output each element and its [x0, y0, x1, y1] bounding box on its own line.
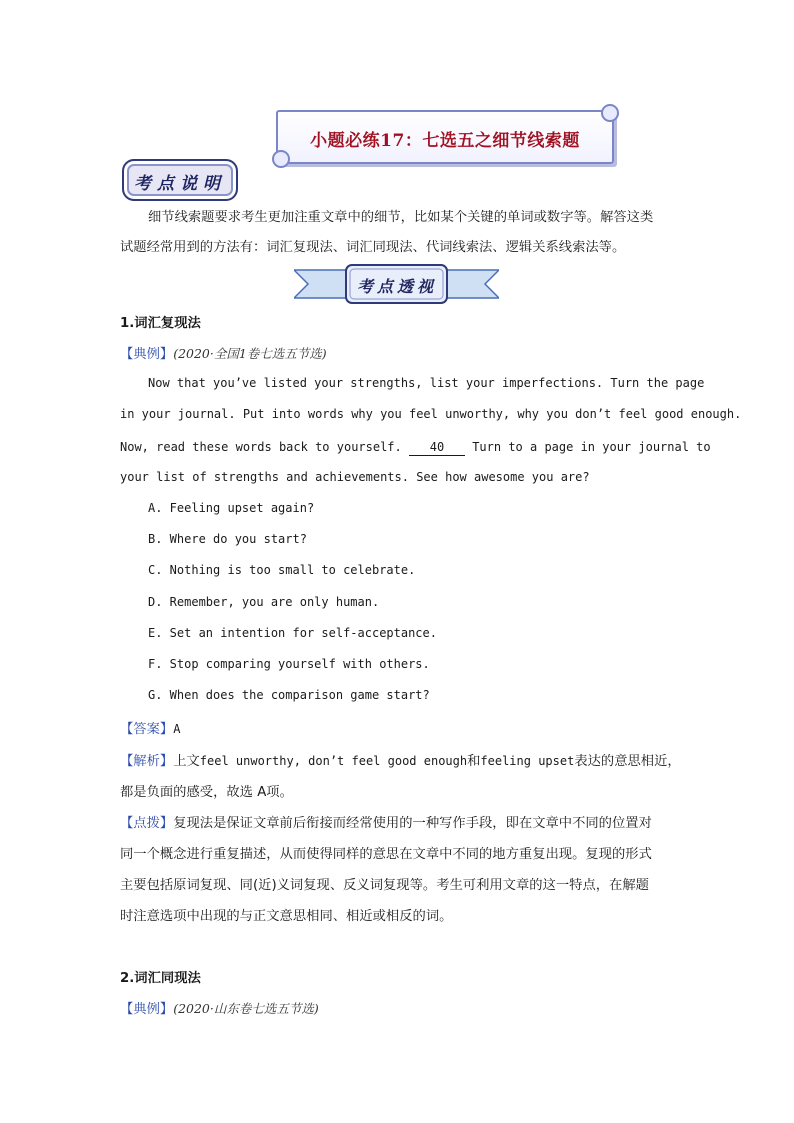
- example-tag: 【典例】: [120, 347, 174, 362]
- analysis-seg-1: 上文: [173, 754, 200, 769]
- scroll-curl-right: [601, 104, 619, 122]
- tip-line-4: 时注意选项中出现的与正文意思相同、相近或相反的词。: [120, 909, 453, 924]
- tip-tag: 【点拨】: [120, 816, 174, 831]
- passage-line-3-post: Turn to a page in your journal to: [464, 440, 711, 454]
- example-2-line: [120, 998, 319, 1017]
- option-g: G. When does the comparison game start?: [148, 688, 430, 702]
- analysis-seg-2: feel unworthy, don’t feel good enough: [199, 754, 468, 768]
- section-badge: [122, 159, 238, 201]
- analysis-tag: 【解析】: [120, 754, 174, 769]
- analysis-line-2: 都是负面的感受，故选 A项。: [120, 785, 293, 800]
- blank-40: 40: [409, 439, 465, 456]
- passage-line-3: [120, 439, 711, 456]
- option-e: E. Set an intention for self-acceptance.: [148, 626, 437, 640]
- badge-label: 考点说明: [134, 174, 226, 194]
- passage-line-4: your list of strengths and achievements. See how awesome you are?: [120, 470, 590, 484]
- example-1-line: [120, 343, 327, 362]
- example-2-source: (2020·山东卷七选五节选): [173, 1001, 319, 1016]
- option-b: B. Where do you start?: [148, 532, 307, 546]
- title-scroll: [276, 110, 614, 164]
- option-a: A. Feeling upset again?: [148, 501, 315, 515]
- tip-line-1: [120, 812, 652, 831]
- passage-line-3-pre: Now, read these words back to yourself.: [120, 440, 409, 454]
- answer-value: A: [173, 722, 181, 736]
- intro-line-2: 试题经常用到的方法有：词汇复现法、词汇同现法、代词线索法、逻辑关系线索法等。: [120, 240, 626, 255]
- example-source: (2020·全国1卷七选五节选): [173, 346, 327, 361]
- option-c: C. Nothing is too small to celebrate.: [148, 563, 416, 577]
- analysis-seg-3: 和: [467, 754, 481, 769]
- tip-line-3: 主要包括原词复现、同(近)义词复现、反义词复现等。考生可利用文章的这一特点，在解题: [120, 878, 649, 893]
- analysis-line-1: [120, 750, 681, 769]
- example-2-tag: 【典例】: [120, 1002, 174, 1017]
- option-d: D. Remember, you are only human.: [148, 595, 380, 609]
- intro-line-1: 细节线索题要求考生更加注重文章中的细节，比如某个关键的单词或数字等。解答这类: [148, 210, 654, 225]
- banner-label: 考点透视: [356, 277, 437, 296]
- passage-line-1: Now that you’ve listed your strengths, list your imperfections. Turn the page: [148, 376, 705, 390]
- scroll-curl-left: [272, 150, 290, 168]
- analysis-seg-5: 表达的意思相近，: [574, 754, 681, 769]
- tip-text-1: 复现法是保证文章前后衔接而经常使用的一种写作手段，即在文章中不同的位置对: [173, 816, 652, 831]
- section-banner: [294, 264, 499, 304]
- analysis-seg-4: feeling upset: [480, 754, 575, 768]
- tip-line-2: 同一个概念进行重复描述，从而使得同样的意思在文章中不同的地方重复出现。复现的形式: [120, 847, 652, 862]
- option-f: F. Stop comparing yourself with others.: [148, 657, 430, 671]
- passage-line-2: in your journal. Put into words why you feel unworthy, why you don’t feel good enough.: [120, 407, 742, 421]
- answer-tag: 【答案】: [120, 722, 174, 737]
- section-2-heading: 2.词汇同现法: [120, 971, 201, 986]
- section-1-heading: 1.词汇复现法: [120, 316, 201, 331]
- answer-line: [120, 718, 180, 737]
- page-title: 小题必练17：七选五之细节线索题: [310, 131, 580, 151]
